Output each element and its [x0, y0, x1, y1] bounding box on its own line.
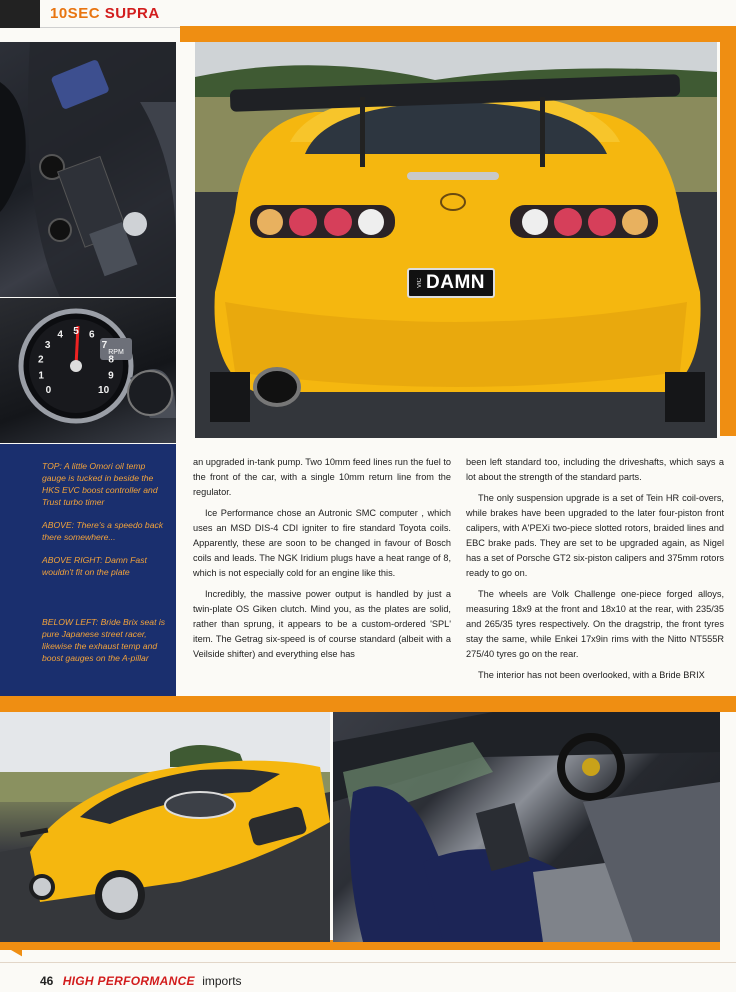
caption-panel	[0, 444, 176, 696]
top-orange-band	[180, 26, 736, 42]
gauge-tick-6: 6	[89, 329, 95, 341]
gauge-unit-label: RPM	[108, 349, 124, 356]
article-column-2	[466, 455, 724, 689]
gauge-tick-8: 8	[108, 354, 114, 366]
mid-orange-band	[0, 696, 736, 712]
license-plate	[407, 268, 495, 298]
gauge-tick-3: 3	[44, 339, 51, 351]
col2-paragraph: The only suspension upgrade is a set of Tein HR coil-overs, while brakes have been upgraded to the later four-piston front calipers, with A'PEXi two-piece slotted rotors, braided lines and EBC brake pads. They are set to be upgraded again, as Nigel has a set of Porsche GT2 six-piston calipers and 375mm rotors ready to go on.	[466, 493, 724, 578]
caption-top: TOP: A little Omori oil temp gauge is tucked in beside the HKS EVC boost controller and Trust turbo timer	[42, 461, 158, 507]
section-header	[50, 5, 160, 22]
right-orange-band	[720, 26, 736, 436]
caption-above-right: ABOVE RIGHT: Damn Fast wouldn't fit on the plate	[42, 555, 147, 577]
col1-paragraph: Ice Performance chose an Autronic SMC computer , which uses an MSD DIS-4 CDI igniter to fire standard Toyota coils. Apparently, these are soon to be changed in favour of Bosch coils and leads. The NGK Iridium plugs have a heat range of 8, which is not especially cold for an engine like this.	[193, 508, 451, 578]
gauge-tick-9: 9	[108, 370, 114, 382]
header-rule	[40, 27, 180, 28]
gauge-tick-7: 7	[101, 339, 108, 351]
col2-paragraph: The interior has not been overlooked, with a Bride BRIX	[478, 670, 705, 680]
article-column-1	[193, 455, 451, 668]
dashboard-photo	[0, 42, 176, 297]
header-black-strip	[0, 0, 40, 28]
tachometer-photo	[0, 298, 176, 443]
gauge-tick-2: 2	[38, 354, 44, 366]
gauge-tick-4: 4	[57, 329, 63, 341]
interior-photo	[333, 712, 720, 942]
gauge-tick-5: 5	[73, 326, 79, 337]
caption-above: ABOVE: There's a speedo back there somewhere...	[42, 520, 164, 542]
plate-state: VIC	[417, 277, 423, 288]
page-footer	[40, 974, 242, 988]
supra-rear-photo	[195, 42, 717, 438]
gauge-tick-1: 1	[38, 370, 44, 382]
supra-front-photo	[0, 712, 330, 942]
caption-below-left: BELOW LEFT: Bride Brix seat is pure Japanese street racer, likewise the exhaust temp and boost gauges on the A-pillar	[42, 617, 166, 663]
header-title: SUPRA	[104, 5, 160, 22]
magazine-section: imports	[202, 974, 242, 988]
gauge-tick-10: 10	[98, 385, 110, 397]
footer-rule	[0, 962, 736, 963]
col1-paragraph: an upgraded in-tank pump. Two 10mm feed lines run the fuel to the front of the car, with a single 10mm return line from the regulator.	[193, 457, 451, 497]
page-number: 46	[40, 974, 54, 988]
col2-paragraph: The wheels are Volk Challenge one-piece forged alloys, measuring 18x9 at the front and 18x10 at the rear, with 235/35 and 265/35 tyres respectively. On the dragstrip, the front tyres stay the same, while Enkei 17x9in rims with the Nitto NT555R 275/40 tyres go on the rear.	[466, 589, 724, 659]
col1-paragraph: Incredibly, the massive power output is handled by just a twin-plate OS Giken clutch. Mind you, as the plates are solid, rather than sprung, it appears to be a custom-ordered 'SPL' item. The Getrag six-speed is of course standard (albeit with a Veilside shifter) and everything else has	[193, 589, 451, 659]
header-prefix: 10SEC	[50, 5, 101, 22]
magazine-name: HIGH PERFORMANCE	[62, 974, 195, 988]
col2-paragraph: been left standard too, including the driveshafts, which says a lot about the strength of the standard parts.	[466, 457, 724, 482]
gauge-tick-0: 0	[45, 385, 52, 397]
plate-text: DAMN	[426, 272, 485, 293]
